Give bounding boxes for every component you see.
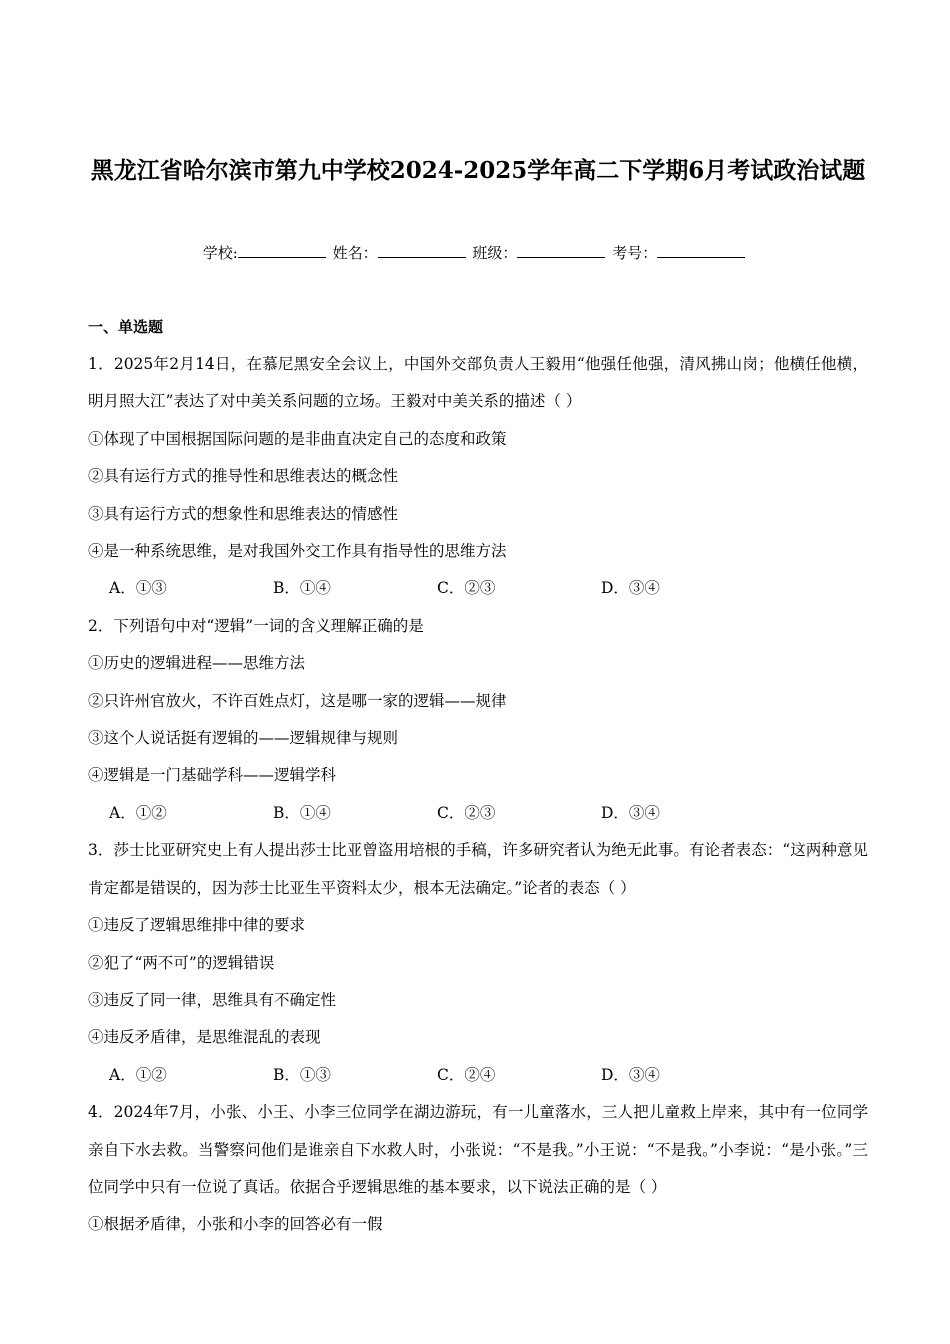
question-stem: 1．2025年2月14日，在慕尼黑安全会议上，中国外交部负责人王毅用“他强任他强，清风拂山岗；他横任他横，明月照大江”表达了对中美关系问题的立场。王毅对中美关系的描述（ ）: [88, 355, 868, 411]
option-c[interactable]: C．②④: [437, 1065, 496, 1084]
class-blank[interactable]: [517, 242, 605, 258]
answer-options: [88, 1057, 868, 1094]
statement-item: ③具有运行方式的想象性和思维表达的情感性: [88, 504, 399, 523]
section-heading: 一、单选题: [88, 318, 164, 336]
option-d[interactable]: D．③④: [601, 579, 660, 598]
option-d[interactable]: D．③④: [601, 1065, 660, 1084]
question-4: [88, 1094, 868, 1244]
question-stem: 4．2024年7月，小张、小王、小李三位同学在湖边游玩，有一儿童落水，三人把儿童救上岸来，其中有一位同学亲自下水去救。当警察问他们是谁亲自下水救人时，小张说：“不是我。”小王说：“不是我。”小李说：“是小张。”三位同学中只有一位说了真话。依据合乎逻辑思维的基本要求，以下说法正确的是（ ）: [88, 1103, 868, 1196]
question-1: [88, 346, 868, 608]
statement-item: ③这个人说话挺有逻辑的——逻辑规律与规则: [88, 729, 399, 748]
answer-options: [88, 795, 868, 832]
statement-item: ②具有运行方式的推导性和思维表达的概念性: [88, 467, 399, 486]
option-b[interactable]: B．①④: [273, 803, 331, 822]
option-b[interactable]: B．①④: [273, 579, 331, 598]
option-a[interactable]: A．①②: [109, 803, 167, 822]
statement-item: ②只许州官放火，不许百姓点灯，这是哪一家的逻辑——规律: [88, 691, 507, 710]
option-a[interactable]: A．①③: [109, 579, 167, 598]
question-2: [88, 608, 868, 832]
statement-item: ①体现了中国根据国际问题的是非曲直决定自己的态度和政策: [88, 429, 507, 448]
option-c[interactable]: C．②③: [437, 579, 496, 598]
statement-item: ④是一种系统思维，是对我国外交工作具有指导性的思维方法: [88, 542, 507, 561]
name-label: 姓名：: [332, 244, 378, 262]
question-list: [88, 346, 868, 1244]
question-stem: 3．莎士比亚研究史上有人提出莎士比亚曾盗用培根的手稿，许多研究者认为绝无此事。有论者表态：“这两种意见肯定都是错误的，因为莎士比亚生平资料太少，根本无法确定。”论者的表态（ ）: [88, 841, 868, 897]
answer-options: [88, 570, 868, 607]
option-d[interactable]: D．③④: [601, 803, 660, 822]
statement-item: ③违反了同一律，思维具有不确定性: [88, 990, 337, 1009]
statement-item: ④违反矛盾律，是思维混乱的表现: [88, 1028, 321, 1047]
name-blank[interactable]: [378, 242, 466, 258]
exam-number-label: 考号：: [612, 244, 658, 262]
document-title: 黑龙江省哈尔滨市第九中学校2024-2025学年高二下学期6月考试政治试题: [90, 157, 866, 184]
statement-item: ①根据矛盾律，小张和小李的回答必有一假: [88, 1215, 383, 1234]
statement-item: ①违反了逻辑思维排中律的要求: [88, 916, 306, 935]
option-c[interactable]: C．②③: [437, 803, 496, 822]
class-label: 班级：: [472, 244, 518, 262]
question-3: [88, 832, 868, 1094]
student-info-line: [0, 242, 950, 264]
exam-number-blank[interactable]: [657, 242, 745, 258]
option-b[interactable]: B．①③: [273, 1065, 331, 1084]
statement-item: ①历史的逻辑进程——思维方法: [88, 654, 306, 673]
question-stem: 2．下列语句中对“逻辑”一词的含义理解正确的是: [88, 616, 424, 635]
school-blank[interactable]: [238, 242, 326, 258]
statement-item: ②犯了“两不可”的逻辑错误: [88, 953, 275, 972]
statement-item: ④逻辑是一门基础学科——逻辑学科: [88, 766, 337, 785]
option-a[interactable]: A．①②: [109, 1065, 167, 1084]
school-label: 学校:: [202, 244, 238, 262]
